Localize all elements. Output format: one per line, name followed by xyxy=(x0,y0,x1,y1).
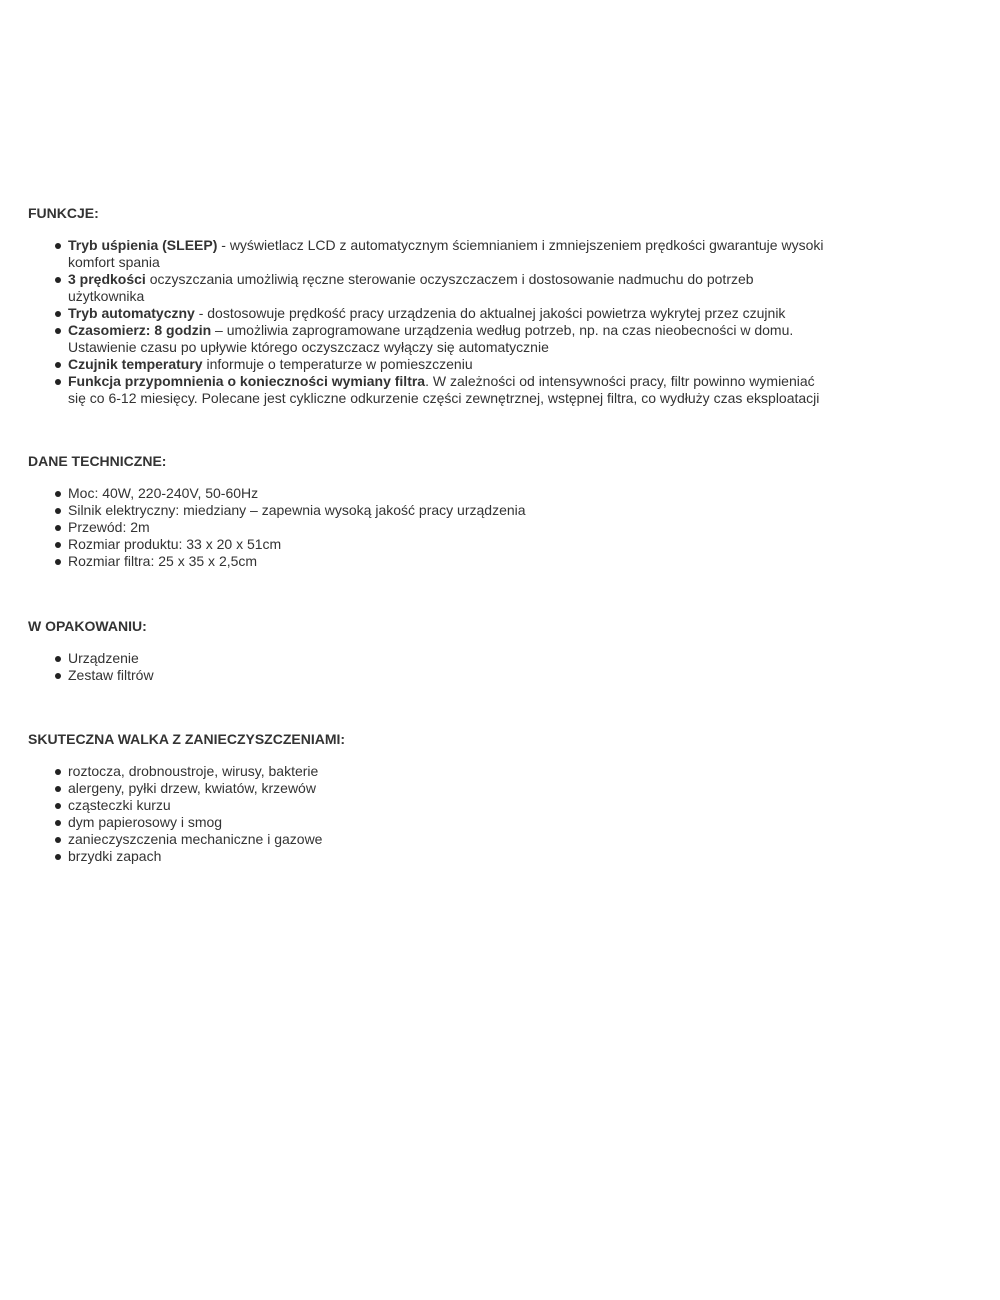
list-item: Zestaw filtrów xyxy=(68,667,828,684)
list-item xyxy=(68,373,828,407)
list-item xyxy=(68,237,828,271)
w-opakowaniu-list xyxy=(28,650,828,684)
product-description xyxy=(28,205,828,865)
section-funkcje xyxy=(28,205,828,407)
item-bold-label: 3 prędkości xyxy=(68,271,146,287)
list-item: Urządzenie xyxy=(68,650,828,667)
item-bold-label: Czujnik temperatury xyxy=(68,356,203,372)
list-item: zanieczyszczenia mechaniczne i gazowe xyxy=(68,831,828,848)
list-item: dym papierosowy i smog xyxy=(68,814,828,831)
list-item xyxy=(68,356,828,373)
section-skuteczna-walka xyxy=(28,731,828,865)
list-item: cząsteczki kurzu xyxy=(68,797,828,814)
list-item: Rozmiar produktu: 33 x 20 x 51cm xyxy=(68,536,828,553)
item-text: - dostosowuje prędkość pracy urządzenia do aktualnej jakości powietrza wykrytej przez czujnik xyxy=(194,305,786,321)
item-text: . W zależności od intensywności pracy, filtr powinno wymieniać się co 6-12 miesięcy. Polecane jest cykliczne odkurzenie części zewnętrznej, wstępnej filtra, co wydłuży czas eksploatacji xyxy=(68,373,820,406)
dane-techniczne-list xyxy=(28,485,828,570)
item-bold-label: Czasomierz: 8 godzin xyxy=(68,322,212,338)
list-item xyxy=(68,305,828,322)
item-text: oczyszczania umożliwią ręczne sterowanie oczyszczaczem i dostosowanie nadmuchu do potrzeb użytkownika xyxy=(68,271,754,304)
item-text: informuje o temperaturze w pomieszczeniu xyxy=(202,356,473,372)
list-item xyxy=(68,271,828,305)
section-dane-techniczne xyxy=(28,453,828,570)
skuteczna-walka-list xyxy=(28,763,828,865)
item-bold-label: Tryb automatyczny xyxy=(68,305,195,321)
item-text: - wyświetlacz LCD z automatycznym ściemnianiem i zmniejszeniem prędkości gwarantuje wysoki komfort spania xyxy=(68,237,824,270)
list-item: Przewód: 2m xyxy=(68,519,828,536)
section-w-opakowaniu xyxy=(28,618,828,684)
funkcje-list xyxy=(28,237,828,407)
item-bold-label: Tryb uśpienia (SLEEP) xyxy=(68,237,218,253)
list-item: alergeny, pyłki drzew, kwiatów, krzewów xyxy=(68,780,828,797)
section-heading-w-opakowaniu: W OPAKOWANIU: xyxy=(28,618,147,634)
list-item: brzydki zapach xyxy=(68,848,828,865)
list-item: Silnik elektryczny: miedziany – zapewnia wysoką jakość pracy urządzenia xyxy=(68,502,828,519)
section-heading-skuteczna-walka: SKUTECZNA WALKA Z ZANIECZYSZCZENIAMI: xyxy=(28,731,346,747)
section-heading-dane-techniczne: DANE TECHNICZNE: xyxy=(28,453,167,469)
list-item: Rozmiar filtra: 25 x 35 x 2,5cm xyxy=(68,553,828,570)
section-heading-funkcje: FUNKCJE: xyxy=(28,205,99,221)
item-bold-label: Funkcja przypomnienia o konieczności wymiany filtra xyxy=(68,373,426,389)
list-item xyxy=(68,322,828,356)
list-item: Moc: 40W, 220-240V, 50-60Hz xyxy=(68,485,828,502)
item-text: – umożliwia zaprogramowane urządzenia według potrzeb, np. na czas nieobecności w domu. Ustawienie czasu po upływie którego oczyszczacz wyłączy się automatycznie xyxy=(68,322,794,355)
list-item: roztocza, drobnoustroje, wirusy, bakterie xyxy=(68,763,828,780)
